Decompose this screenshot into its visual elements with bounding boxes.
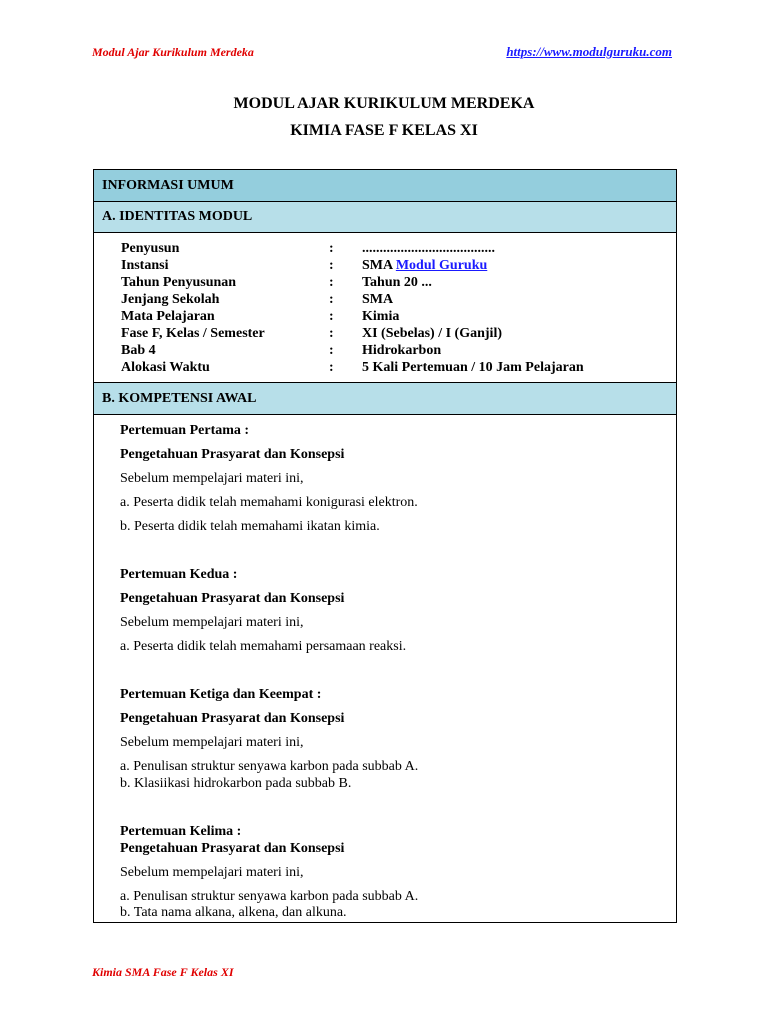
identity-label: Alokasi Waktu xyxy=(121,360,210,375)
identity-value: Kimia xyxy=(362,309,400,324)
identity-label: Fase F, Kelas / Semester xyxy=(121,326,265,341)
identity-value: Hidrokarbon xyxy=(362,343,442,358)
identity-label: Instansi xyxy=(121,258,169,273)
identity-colon: : xyxy=(329,309,334,324)
meeting-title: Pertemuan Kedua : xyxy=(120,567,238,582)
document-subtitle: KIMIA FASE F KELAS XI xyxy=(290,122,478,139)
identity-colon: : xyxy=(329,360,334,375)
identity-label: Tahun Penyusunan xyxy=(121,275,237,290)
identity-value: SMA xyxy=(362,292,394,307)
meeting-intro: Sebelum mempelajari materi ini, xyxy=(120,471,304,486)
meeting-item: a. Penulisan struktur senyawa karbon pada subbab A. xyxy=(120,759,419,774)
identity-colon: : xyxy=(329,326,334,341)
meeting-item: b. Peserta didik telah memahami ikatan kimia. xyxy=(120,519,380,534)
meeting-item: b. Tata nama alkana, alkena, dan alkuna. xyxy=(120,905,347,920)
header-website-link[interactable]: https://www.modulguruku.com xyxy=(506,44,672,59)
meeting-intro: Sebelum mempelajari materi ini, xyxy=(120,735,304,750)
info-table xyxy=(93,169,677,923)
instansi-prefix: SMA xyxy=(362,258,396,273)
identity-colon: : xyxy=(329,292,334,307)
meeting-item: a. Penulisan struktur senyawa karbon pada subbab A. xyxy=(120,889,419,904)
document-title: MODUL AJAR KURIKULUM MERDEKA xyxy=(233,95,535,112)
identity-label: Penyusun xyxy=(121,241,180,256)
section-kompetensi-awal: B. KOMPETENSI AWAL xyxy=(94,382,676,415)
identity-colon: : xyxy=(329,275,334,290)
footer-text: Kimia SMA Fase F Kelas XI xyxy=(92,965,234,979)
identity-label: Jenjang Sekolah xyxy=(121,292,220,307)
identity-colon: : xyxy=(329,343,334,358)
meeting-title: Pertemuan Kelima : xyxy=(120,824,242,839)
meeting-intro: Sebelum mempelajari materi ini, xyxy=(120,615,304,630)
identity-value xyxy=(362,257,487,274)
identity-value: ...................................... xyxy=(362,241,495,256)
identity-value: XI (Sebelas) / I (Ganjil) xyxy=(362,326,502,341)
meeting-title: Pertemuan Ketiga dan Keempat : xyxy=(120,687,322,702)
meeting-intro: Sebelum mempelajari materi ini, xyxy=(120,865,304,880)
meeting-item: b. Klasiikasi hidrokarbon pada subbab B. xyxy=(120,776,352,791)
identity-value: 5 Kali Pertemuan / 10 Jam Pelajaran xyxy=(362,360,584,375)
identity-colon: : xyxy=(329,258,334,273)
meeting-item: a. Peserta didik telah memahami konigurasi elektron. xyxy=(120,495,418,510)
meeting-subtitle: Pengetahuan Prasyarat dan Konsepsi xyxy=(120,841,345,856)
modul-guruku-link[interactable]: Modul Guruku xyxy=(395,258,488,273)
identity-label: Bab 4 xyxy=(121,343,156,358)
identity-value: Tahun 20 ... xyxy=(362,275,432,290)
section-informasi-umum: INFORMASI UMUM xyxy=(94,170,676,202)
header-left-text: Modul Ajar Kurikulum Merdeka xyxy=(92,45,254,59)
meeting-item: a. Peserta didik telah memahami persamaan reaksi. xyxy=(120,639,407,654)
meeting-subtitle: Pengetahuan Prasyarat dan Konsepsi xyxy=(120,447,345,462)
meeting-title: Pertemuan Pertama : xyxy=(120,423,250,438)
meeting-subtitle: Pengetahuan Prasyarat dan Konsepsi xyxy=(120,711,345,726)
section-identitas-modul: A. IDENTITAS MODUL xyxy=(94,202,676,233)
identity-colon: : xyxy=(329,241,334,256)
identity-label: Mata Pelajaran xyxy=(121,309,215,324)
meeting-subtitle: Pengetahuan Prasyarat dan Konsepsi xyxy=(120,591,345,606)
